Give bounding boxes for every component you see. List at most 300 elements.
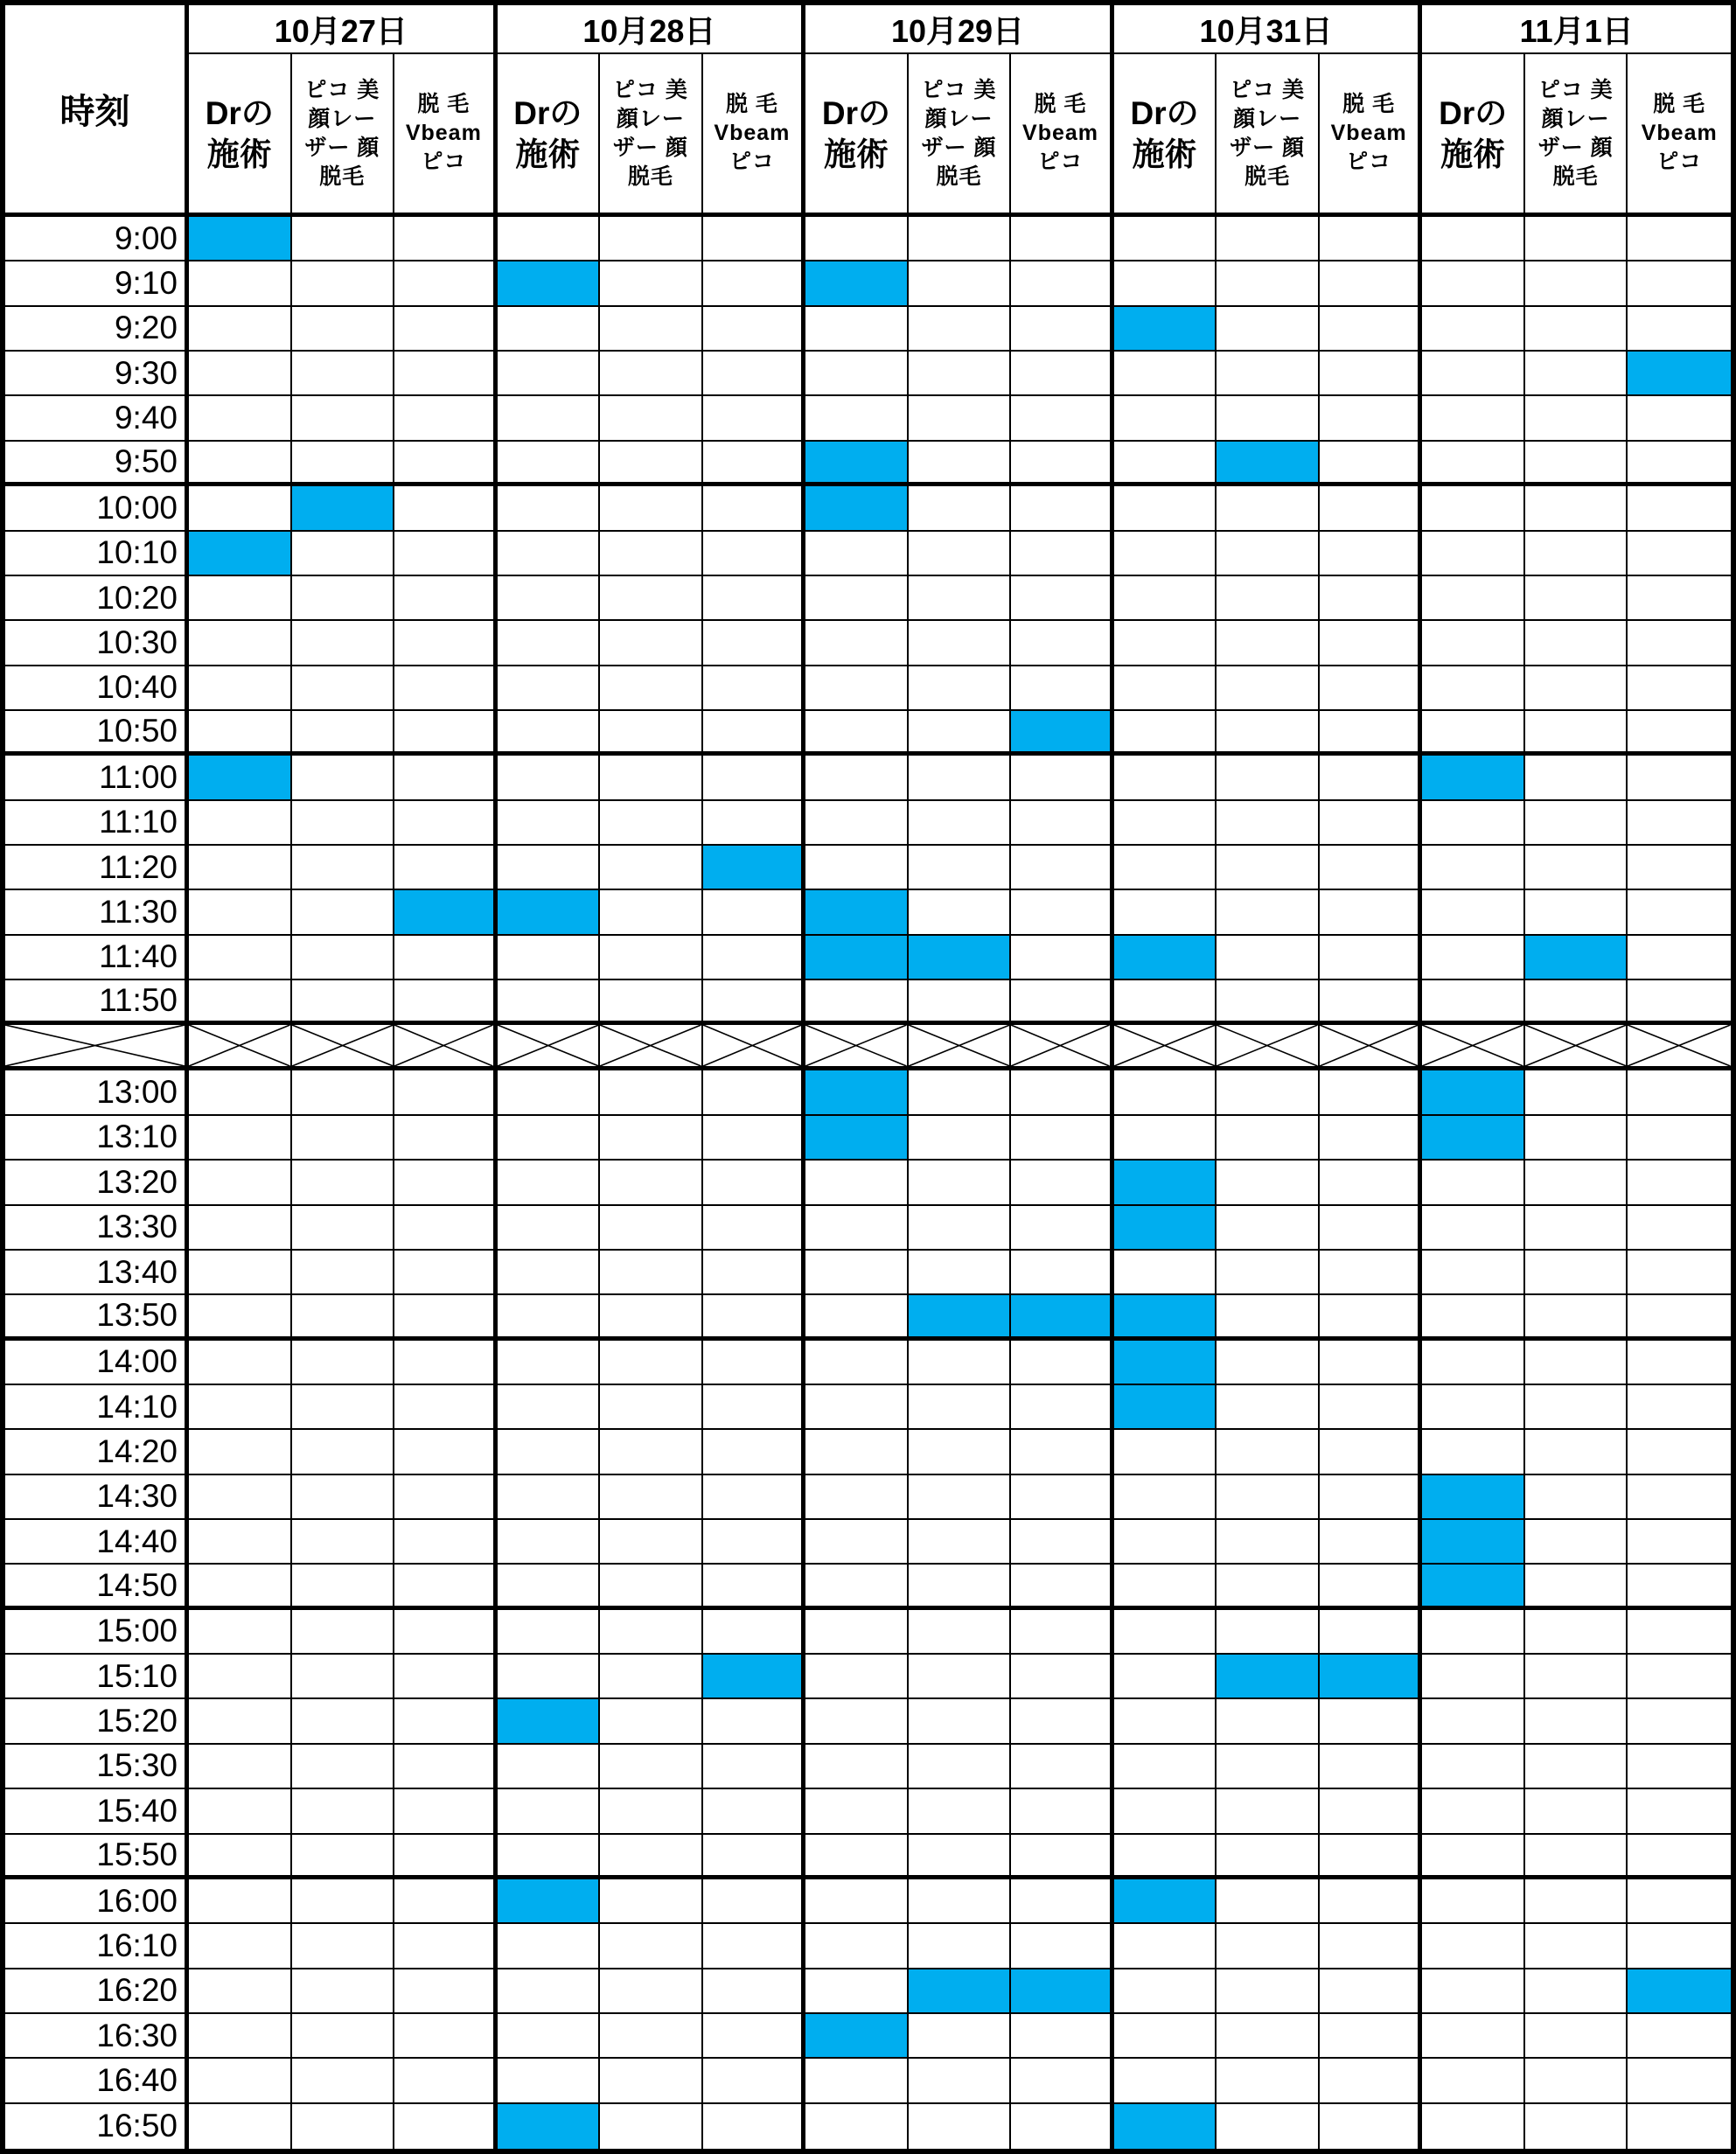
empty-slot[interactable] [189, 936, 292, 980]
empty-slot[interactable] [1525, 666, 1628, 711]
empty-slot[interactable] [1114, 1745, 1217, 1789]
empty-slot[interactable] [1011, 1116, 1114, 1161]
empty-slot[interactable] [1011, 936, 1114, 980]
empty-slot[interactable] [909, 307, 1012, 352]
empty-slot[interactable] [1628, 1699, 1731, 1744]
empty-slot[interactable] [1320, 2014, 1423, 2059]
empty-slot[interactable] [1011, 352, 1114, 396]
empty-slot[interactable] [1422, 1430, 1525, 1474]
empty-slot[interactable] [1011, 396, 1114, 441]
empty-slot[interactable] [703, 1430, 806, 1474]
empty-slot[interactable] [805, 1341, 909, 1385]
booked-slot[interactable] [1114, 307, 1217, 352]
empty-slot[interactable] [292, 621, 395, 666]
empty-slot[interactable] [1422, 1385, 1525, 1430]
empty-slot[interactable] [394, 1655, 498, 1699]
empty-slot[interactable] [805, 1610, 909, 1655]
empty-slot[interactable] [1114, 396, 1217, 441]
empty-slot[interactable] [1422, 352, 1525, 396]
empty-slot[interactable] [189, 666, 292, 711]
empty-slot[interactable] [600, 890, 703, 935]
empty-slot[interactable] [189, 261, 292, 306]
empty-slot[interactable] [909, 1070, 1012, 1115]
empty-slot[interactable] [189, 711, 292, 756]
empty-slot[interactable] [498, 666, 601, 711]
empty-slot[interactable] [1422, 576, 1525, 621]
empty-slot[interactable] [1525, 711, 1628, 756]
empty-slot[interactable] [909, 1610, 1012, 1655]
empty-slot[interactable] [1525, 1116, 1628, 1161]
empty-slot[interactable] [292, 442, 395, 486]
empty-slot[interactable] [600, 1161, 703, 1205]
empty-slot[interactable] [1011, 1924, 1114, 1969]
empty-slot[interactable] [600, 980, 703, 1025]
empty-slot[interactable] [394, 1385, 498, 1430]
empty-slot[interactable] [600, 711, 703, 756]
empty-slot[interactable] [1628, 980, 1731, 1025]
empty-slot[interactable] [805, 980, 909, 1025]
empty-slot[interactable] [1525, 1835, 1628, 1879]
empty-slot[interactable] [909, 756, 1012, 800]
empty-slot[interactable] [1217, 1070, 1320, 1115]
empty-slot[interactable] [1217, 1699, 1320, 1744]
empty-slot[interactable] [703, 1385, 806, 1430]
empty-slot[interactable] [1217, 2104, 1320, 2149]
empty-slot[interactable] [600, 1475, 703, 1520]
empty-slot[interactable] [394, 2059, 498, 2103]
empty-slot[interactable] [1525, 1699, 1628, 1744]
empty-slot[interactable] [1217, 396, 1320, 441]
booked-slot[interactable] [189, 756, 292, 800]
empty-slot[interactable] [805, 1161, 909, 1205]
empty-slot[interactable] [1011, 2014, 1114, 2059]
empty-slot[interactable] [1422, 2014, 1525, 2059]
empty-slot[interactable] [1422, 1341, 1525, 1385]
empty-slot[interactable] [1628, 1116, 1731, 1161]
empty-slot[interactable] [805, 307, 909, 352]
empty-slot[interactable] [498, 396, 601, 441]
empty-slot[interactable] [292, 1789, 395, 1834]
empty-slot[interactable] [909, 890, 1012, 935]
empty-slot[interactable] [805, 396, 909, 441]
empty-slot[interactable] [1422, 217, 1525, 261]
empty-slot[interactable] [703, 1699, 806, 1744]
booked-slot[interactable] [394, 890, 498, 935]
empty-slot[interactable] [1525, 801, 1628, 846]
empty-slot[interactable] [292, 261, 395, 306]
empty-slot[interactable] [600, 1655, 703, 1699]
empty-slot[interactable] [1320, 1969, 1423, 2014]
empty-slot[interactable] [1525, 396, 1628, 441]
empty-slot[interactable] [498, 846, 601, 890]
empty-slot[interactable] [292, 756, 395, 800]
empty-slot[interactable] [1114, 1565, 1217, 1609]
empty-slot[interactable] [1217, 1161, 1320, 1205]
empty-slot[interactable] [805, 576, 909, 621]
booked-slot[interactable] [189, 532, 292, 576]
empty-slot[interactable] [292, 1295, 395, 1340]
empty-slot[interactable] [909, 1655, 1012, 1699]
empty-slot[interactable] [1320, 846, 1423, 890]
empty-slot[interactable] [1217, 576, 1320, 621]
empty-slot[interactable] [703, 1924, 806, 1969]
empty-slot[interactable] [703, 801, 806, 846]
empty-slot[interactable] [292, 1520, 395, 1565]
empty-slot[interactable] [909, 1385, 1012, 1430]
empty-slot[interactable] [1628, 666, 1731, 711]
empty-slot[interactable] [394, 396, 498, 441]
empty-slot[interactable] [1320, 1385, 1423, 1430]
empty-slot[interactable] [805, 1835, 909, 1879]
empty-slot[interactable] [600, 1610, 703, 1655]
empty-slot[interactable] [498, 442, 601, 486]
empty-slot[interactable] [703, 1969, 806, 2014]
empty-slot[interactable] [1114, 1610, 1217, 1655]
empty-slot[interactable] [805, 1879, 909, 1924]
empty-slot[interactable] [1011, 1385, 1114, 1430]
empty-slot[interactable] [1628, 1789, 1731, 1834]
empty-slot[interactable] [909, 396, 1012, 441]
empty-slot[interactable] [1525, 1341, 1628, 1385]
empty-slot[interactable] [1525, 352, 1628, 396]
empty-slot[interactable] [292, 1835, 395, 1879]
empty-slot[interactable] [498, 1251, 601, 1295]
booked-slot[interactable] [498, 261, 601, 306]
empty-slot[interactable] [189, 801, 292, 846]
empty-slot[interactable] [1525, 1161, 1628, 1205]
empty-slot[interactable] [1114, 1475, 1217, 1520]
empty-slot[interactable] [805, 217, 909, 261]
booked-slot[interactable] [1114, 1879, 1217, 1924]
empty-slot[interactable] [1114, 1699, 1217, 1744]
empty-slot[interactable] [1114, 1251, 1217, 1295]
empty-slot[interactable] [394, 1879, 498, 1924]
empty-slot[interactable] [1320, 1520, 1423, 1565]
empty-slot[interactable] [292, 1565, 395, 1609]
empty-slot[interactable] [805, 1430, 909, 1474]
empty-slot[interactable] [703, 532, 806, 576]
empty-slot[interactable] [1525, 1655, 1628, 1699]
empty-slot[interactable] [909, 1745, 1012, 1789]
empty-slot[interactable] [1628, 1070, 1731, 1115]
empty-slot[interactable] [1011, 1475, 1114, 1520]
empty-slot[interactable] [498, 217, 601, 261]
empty-slot[interactable] [1628, 890, 1731, 935]
empty-slot[interactable] [1011, 217, 1114, 261]
empty-slot[interactable] [805, 1295, 909, 1340]
empty-slot[interactable] [1422, 396, 1525, 441]
empty-slot[interactable] [1525, 576, 1628, 621]
empty-slot[interactable] [1011, 980, 1114, 1025]
empty-slot[interactable] [1422, 1969, 1525, 2014]
empty-slot[interactable] [805, 846, 909, 890]
booked-slot[interactable] [498, 890, 601, 935]
empty-slot[interactable] [1320, 666, 1423, 711]
empty-slot[interactable] [1628, 307, 1731, 352]
empty-slot[interactable] [1011, 1699, 1114, 1744]
empty-slot[interactable] [909, 801, 1012, 846]
empty-slot[interactable] [1114, 532, 1217, 576]
empty-slot[interactable] [1422, 442, 1525, 486]
empty-slot[interactable] [1011, 666, 1114, 711]
booked-slot[interactable] [1422, 1565, 1525, 1609]
empty-slot[interactable] [498, 1430, 601, 1474]
booked-slot[interactable] [805, 442, 909, 486]
empty-slot[interactable] [1217, 307, 1320, 352]
empty-slot[interactable] [394, 1699, 498, 1744]
empty-slot[interactable] [1320, 1430, 1423, 1474]
booked-slot[interactable] [498, 1879, 601, 1924]
empty-slot[interactable] [292, 846, 395, 890]
empty-slot[interactable] [394, 1789, 498, 1834]
empty-slot[interactable] [1628, 1520, 1731, 1565]
empty-slot[interactable] [1525, 442, 1628, 486]
empty-slot[interactable] [1628, 532, 1731, 576]
empty-slot[interactable] [498, 1835, 601, 1879]
empty-slot[interactable] [600, 217, 703, 261]
empty-slot[interactable] [1628, 2059, 1731, 2103]
empty-slot[interactable] [1628, 1341, 1731, 1385]
empty-slot[interactable] [1525, 2059, 1628, 2103]
empty-slot[interactable] [1217, 1520, 1320, 1565]
empty-slot[interactable] [600, 801, 703, 846]
empty-slot[interactable] [189, 1610, 292, 1655]
empty-slot[interactable] [1217, 801, 1320, 846]
empty-slot[interactable] [189, 576, 292, 621]
empty-slot[interactable] [1011, 1520, 1114, 1565]
empty-slot[interactable] [189, 1385, 292, 1430]
empty-slot[interactable] [1628, 1161, 1731, 1205]
empty-slot[interactable] [498, 801, 601, 846]
empty-slot[interactable] [1628, 1385, 1731, 1430]
empty-slot[interactable] [1011, 756, 1114, 800]
empty-slot[interactable] [1628, 1295, 1731, 1340]
empty-slot[interactable] [1011, 2104, 1114, 2149]
empty-slot[interactable] [292, 2014, 395, 2059]
empty-slot[interactable] [805, 1699, 909, 1744]
empty-slot[interactable] [1320, 1835, 1423, 1879]
booked-slot[interactable] [805, 2014, 909, 2059]
empty-slot[interactable] [1628, 1565, 1731, 1609]
empty-slot[interactable] [1422, 307, 1525, 352]
empty-slot[interactable] [909, 2104, 1012, 2149]
empty-slot[interactable] [1320, 1341, 1423, 1385]
empty-slot[interactable] [1628, 1251, 1731, 1295]
empty-slot[interactable] [909, 1520, 1012, 1565]
empty-slot[interactable] [1320, 801, 1423, 846]
empty-slot[interactable] [394, 2014, 498, 2059]
booked-slot[interactable] [1628, 352, 1731, 396]
empty-slot[interactable] [189, 1161, 292, 1205]
empty-slot[interactable] [1525, 846, 1628, 890]
empty-slot[interactable] [1320, 1924, 1423, 1969]
empty-slot[interactable] [1114, 1116, 1217, 1161]
empty-slot[interactable] [703, 2059, 806, 2103]
booked-slot[interactable] [1011, 711, 1114, 756]
empty-slot[interactable] [1525, 1610, 1628, 1655]
empty-slot[interactable] [1422, 936, 1525, 980]
empty-slot[interactable] [703, 1520, 806, 1565]
empty-slot[interactable] [1114, 1520, 1217, 1565]
empty-slot[interactable] [1217, 980, 1320, 1025]
empty-slot[interactable] [909, 1475, 1012, 1520]
empty-slot[interactable] [909, 980, 1012, 1025]
empty-slot[interactable] [909, 1835, 1012, 1879]
empty-slot[interactable] [1011, 307, 1114, 352]
empty-slot[interactable] [394, 1341, 498, 1385]
empty-slot[interactable] [1011, 1565, 1114, 1609]
empty-slot[interactable] [1011, 1745, 1114, 1789]
empty-slot[interactable] [394, 980, 498, 1025]
empty-slot[interactable] [1217, 261, 1320, 306]
empty-slot[interactable] [394, 1520, 498, 1565]
empty-slot[interactable] [1525, 1924, 1628, 1969]
empty-slot[interactable] [600, 261, 703, 306]
empty-slot[interactable] [292, 666, 395, 711]
booked-slot[interactable] [498, 1699, 601, 1744]
empty-slot[interactable] [703, 890, 806, 935]
empty-slot[interactable] [292, 1969, 395, 2014]
empty-slot[interactable] [1114, 1969, 1217, 2014]
empty-slot[interactable] [189, 396, 292, 441]
empty-slot[interactable] [1011, 576, 1114, 621]
empty-slot[interactable] [189, 1295, 292, 1340]
empty-slot[interactable] [394, 307, 498, 352]
empty-slot[interactable] [600, 307, 703, 352]
empty-slot[interactable] [1422, 846, 1525, 890]
booked-slot[interactable] [805, 1116, 909, 1161]
empty-slot[interactable] [394, 756, 498, 800]
empty-slot[interactable] [1217, 1565, 1320, 1609]
empty-slot[interactable] [600, 442, 703, 486]
empty-slot[interactable] [189, 621, 292, 666]
empty-slot[interactable] [394, 1745, 498, 1789]
empty-slot[interactable] [498, 936, 601, 980]
empty-slot[interactable] [292, 1745, 395, 1789]
empty-slot[interactable] [1525, 217, 1628, 261]
empty-slot[interactable] [1011, 532, 1114, 576]
empty-slot[interactable] [1320, 396, 1423, 441]
empty-slot[interactable] [1525, 1969, 1628, 2014]
empty-slot[interactable] [1320, 1116, 1423, 1161]
empty-slot[interactable] [600, 1251, 703, 1295]
empty-slot[interactable] [909, 1251, 1012, 1295]
empty-slot[interactable] [498, 1161, 601, 1205]
empty-slot[interactable] [292, 980, 395, 1025]
empty-slot[interactable] [805, 1745, 909, 1789]
booked-slot[interactable] [805, 890, 909, 935]
empty-slot[interactable] [1628, 1430, 1731, 1474]
booked-slot[interactable] [1628, 1969, 1731, 2014]
empty-slot[interactable] [1422, 1745, 1525, 1789]
booked-slot[interactable] [1422, 1070, 1525, 1115]
empty-slot[interactable] [1422, 1924, 1525, 1969]
empty-slot[interactable] [1422, 486, 1525, 531]
empty-slot[interactable] [1217, 1251, 1320, 1295]
empty-slot[interactable] [498, 1655, 601, 1699]
empty-slot[interactable] [498, 1969, 601, 2014]
empty-slot[interactable] [600, 936, 703, 980]
empty-slot[interactable] [909, 2059, 1012, 2103]
empty-slot[interactable] [498, 980, 601, 1025]
empty-slot[interactable] [292, 532, 395, 576]
empty-slot[interactable] [292, 1251, 395, 1295]
empty-slot[interactable] [703, 980, 806, 1025]
empty-slot[interactable] [1422, 2059, 1525, 2103]
empty-slot[interactable] [1628, 936, 1731, 980]
empty-slot[interactable] [909, 217, 1012, 261]
booked-slot[interactable] [805, 261, 909, 306]
empty-slot[interactable] [1011, 890, 1114, 935]
empty-slot[interactable] [1011, 1161, 1114, 1205]
empty-slot[interactable] [1217, 756, 1320, 800]
empty-slot[interactable] [909, 846, 1012, 890]
empty-slot[interactable] [909, 711, 1012, 756]
empty-slot[interactable] [1422, 1655, 1525, 1699]
booked-slot[interactable] [1422, 1475, 1525, 1520]
empty-slot[interactable] [703, 1610, 806, 1655]
empty-slot[interactable] [498, 1385, 601, 1430]
booked-slot[interactable] [1422, 756, 1525, 800]
booked-slot[interactable] [1114, 1206, 1217, 1251]
booked-slot[interactable] [1114, 936, 1217, 980]
empty-slot[interactable] [292, 1161, 395, 1205]
empty-slot[interactable] [1525, 1251, 1628, 1295]
empty-slot[interactable] [189, 1699, 292, 1744]
empty-slot[interactable] [189, 1879, 292, 1924]
empty-slot[interactable] [600, 1835, 703, 1879]
booked-slot[interactable] [909, 1295, 1012, 1340]
empty-slot[interactable] [394, 1969, 498, 2014]
empty-slot[interactable] [703, 1789, 806, 1834]
empty-slot[interactable] [1422, 2104, 1525, 2149]
empty-slot[interactable] [703, 2104, 806, 2149]
empty-slot[interactable] [1525, 486, 1628, 531]
empty-slot[interactable] [498, 2059, 601, 2103]
empty-slot[interactable] [1320, 1475, 1423, 1520]
empty-slot[interactable] [1217, 1610, 1320, 1655]
empty-slot[interactable] [909, 1430, 1012, 1474]
empty-slot[interactable] [805, 1251, 909, 1295]
empty-slot[interactable] [1217, 532, 1320, 576]
empty-slot[interactable] [1525, 1789, 1628, 1834]
empty-slot[interactable] [1217, 1924, 1320, 1969]
empty-slot[interactable] [703, 1070, 806, 1115]
empty-slot[interactable] [394, 1070, 498, 1115]
empty-slot[interactable] [600, 576, 703, 621]
empty-slot[interactable] [189, 1206, 292, 1251]
empty-slot[interactable] [1628, 2104, 1731, 2149]
booked-slot[interactable] [1011, 1969, 1114, 2014]
empty-slot[interactable] [1422, 1251, 1525, 1295]
empty-slot[interactable] [1217, 846, 1320, 890]
booked-slot[interactable] [805, 936, 909, 980]
empty-slot[interactable] [498, 711, 601, 756]
empty-slot[interactable] [1320, 1295, 1423, 1340]
empty-slot[interactable] [600, 1924, 703, 1969]
empty-slot[interactable] [1628, 1835, 1731, 1879]
empty-slot[interactable] [600, 352, 703, 396]
empty-slot[interactable] [1320, 2104, 1423, 2149]
empty-slot[interactable] [1422, 1610, 1525, 1655]
empty-slot[interactable] [1525, 2014, 1628, 2059]
booked-slot[interactable] [703, 1655, 806, 1699]
empty-slot[interactable] [805, 1969, 909, 2014]
empty-slot[interactable] [703, 1116, 806, 1161]
empty-slot[interactable] [600, 2104, 703, 2149]
empty-slot[interactable] [1628, 442, 1731, 486]
empty-slot[interactable] [600, 1295, 703, 1340]
